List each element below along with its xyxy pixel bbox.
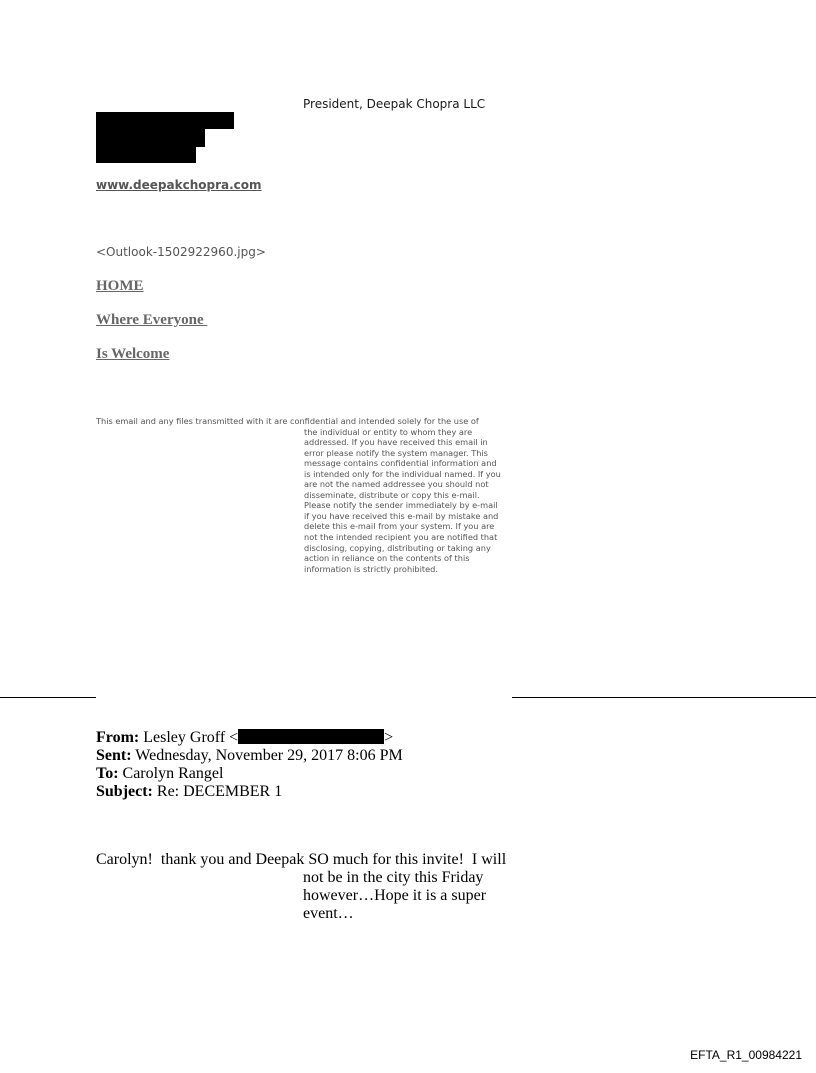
where-everyone-link[interactable]: Where Everyone (96, 312, 208, 328)
disclaimer-line: action in reliance on the contents of this (304, 553, 470, 564)
disclaimer-line: the individual or entity to whom they are (304, 426, 473, 437)
subject-line (96, 783, 282, 801)
redaction-block (96, 128, 205, 147)
to-line (96, 765, 223, 783)
disclaimer-line: information is strictly prohibited. (304, 563, 438, 574)
disclaimer-line: message contains confidential information and (304, 458, 497, 469)
subject-label: Subject: (96, 783, 153, 800)
to-value: Carolyn Rangel (122, 765, 224, 782)
disclaimer-line: disclosing, copying, distributing or taking any (304, 542, 491, 553)
confidentiality-disclaimer (96, 416, 516, 574)
from-value: Lesley Groff < (143, 729, 239, 746)
subject-value: Re: DECEMBER 1 (156, 783, 283, 800)
signature-title: President, Deepak Chopra LLC (303, 97, 486, 111)
disclaimer-line: This email and any files transmitted with it are confidential and intended solely for the use of (96, 416, 479, 426)
is-welcome-link[interactable]: Is Welcome (96, 346, 170, 362)
sent-line (96, 747, 403, 765)
body-line: however…Hope it is a super (303, 887, 487, 904)
from-close: > (384, 729, 394, 746)
sent-label: Sent: (96, 747, 132, 764)
disclaimer-line: not the intended recipient you are notified that (304, 532, 498, 543)
separator-rule-left (0, 697, 96, 698)
disclaimer-line: if you have received this e-mail by mistake and (304, 510, 499, 521)
body-line: Carolyn! thank you and Deepak SO much for this invite! I will (96, 851, 507, 868)
disclaimer-line: are not the named addressee you should not (304, 479, 489, 490)
redaction-block (96, 146, 196, 163)
home-link[interactable]: HOME (96, 278, 144, 294)
website-link[interactable]: www.deepakchopra.com (96, 178, 262, 192)
to-label: To: (96, 765, 119, 782)
image-placeholder: <Outlook-1502922960.jpg> (96, 245, 266, 259)
from-label: From: (96, 729, 140, 746)
redaction-block (96, 112, 234, 129)
sent-value: Wednesday, November 29, 2017 8:06 PM (135, 747, 403, 764)
body-line: not be in the city this Friday (303, 869, 484, 886)
disclaimer-line: disseminate, distribute or copy this e-mail. (304, 489, 480, 500)
disclaimer-line: is intended only for the individual named. If you (304, 468, 501, 479)
body-line: event… (303, 905, 354, 922)
disclaimer-line: Please notify the sender immediately by e-mail (304, 500, 498, 511)
document-id: EFTA_R1_00984221 (690, 1048, 802, 1062)
from-line (96, 729, 393, 747)
email-body (96, 851, 506, 923)
disclaimer-line: error please notify the system manager. This (304, 447, 488, 458)
disclaimer-line: addressed. If you have received this email in (304, 437, 488, 448)
disclaimer-line: delete this e-mail from your system. If you are (304, 521, 495, 532)
separator-rule-right (512, 697, 816, 698)
redacted-email (238, 729, 384, 744)
